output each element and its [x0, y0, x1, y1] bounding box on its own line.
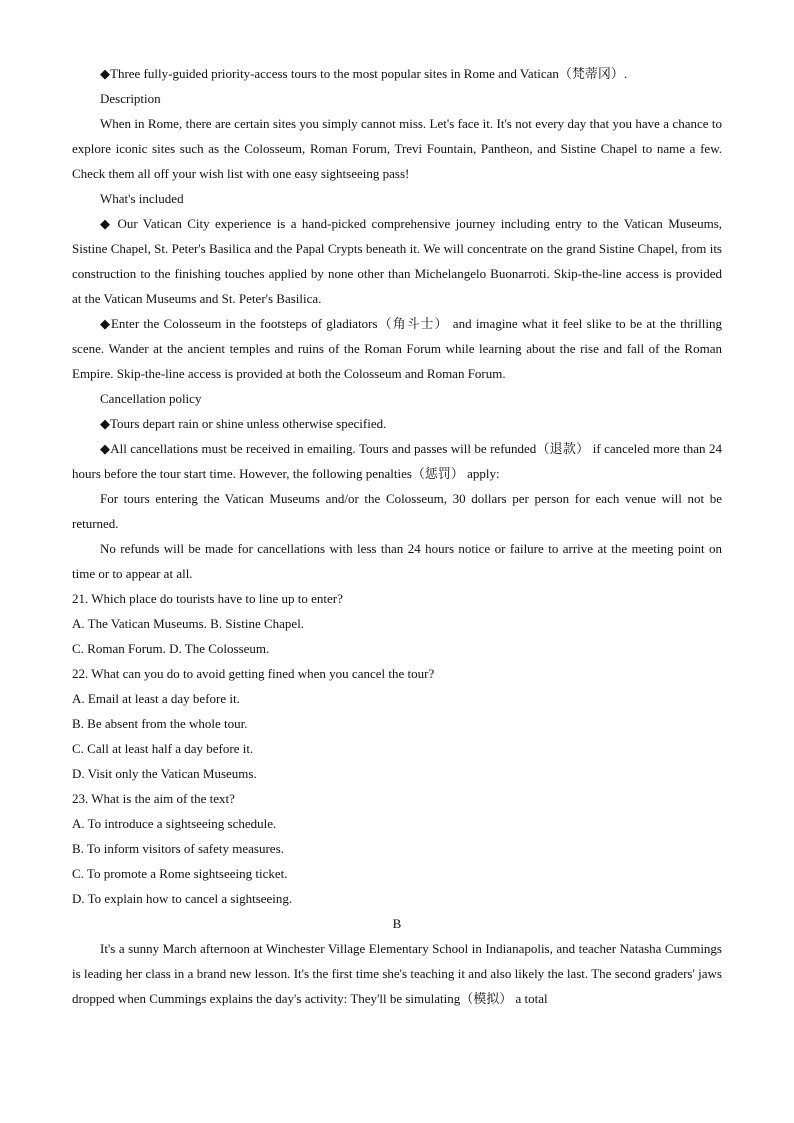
included-item-vatican: ◆ Our Vatican City experience is a hand-picked comprehensive journey including entry to the Vatican Museums, Sistine Chapel, St. Peter's Basilica and the Papal Crypts beneath it. We will concentrate on the grand Sistine Chapel, from its construction to the finishing touches applied by none other than Michelangelo Buonarroti. Skip-the-line access is provided at the Vatican Museums and St. Peter's Basilica. [72, 216, 722, 306]
included-heading: What's included [100, 191, 184, 206]
cancellation-penalty-1: For tours entering the Vatican Museums and/or the Colosseum, 30 dollars per person for each venue will not be returned. [72, 491, 722, 531]
included-item-colosseum: ◆Enter the Colosseum in the footsteps of gladiators（角斗士） and imagine what it feel slike to be at the thrilling scene. Wander at the ancient temples and ruins of the Roman Forum while learning about the rise and fall of the Roman Empire. Skip-the-line access is provided at both the Colosseum and Roman Forum. [72, 316, 722, 381]
question-stem: 23. What is the aim of the text? [72, 791, 235, 806]
cancellation-item-1: ◆Tours depart rain or shine unless otherwise specified. [100, 416, 387, 431]
question-option: C. Roman Forum. D. The Colosseum. [72, 641, 270, 656]
description-paragraph: When in Rome, there are certain sites you simply cannot miss. Let's face it. It's not every day that you have a chance to explore iconic sites such as the Colosseum, Roman Forum, Trevi Fountain, Pantheon, and Sistine Chapel to name a few. Check them all off your wish list with one easy sightseeing pass! [72, 116, 722, 181]
question-option: A. The Vatican Museums. B. Sistine Chapel. [72, 616, 305, 631]
question-option: D. To explain how to cancel a sightseeing. [72, 891, 293, 906]
document-page [72, 61, 722, 1011]
question-option: C. To promote a Rome sightseeing ticket. [72, 866, 288, 881]
passage-b-heading: B [392, 916, 402, 931]
cancellation-heading: Cancellation policy [100, 391, 202, 406]
description-heading: Description [100, 91, 161, 106]
question-23 [72, 786, 722, 911]
question-stem: 21. Which place do tourists have to line up to enter? [72, 591, 343, 606]
question-stem: 22. What can you do to avoid getting fined when you cancel the tour? [72, 666, 435, 681]
passage-b-paragraph: It's a sunny March afternoon at Winchester Village Elementary School in Indianapolis, and teacher Natasha Cummings is leading her class in a brand new lesson. It's the first time she's teaching it and also likely the last. The second graders' jaws dropped when Cummings explains the day's activity: They'll be simulating（模拟） a total [72, 941, 722, 1006]
question-option: D. Visit only the Vatican Museums. [72, 766, 257, 781]
question-option: A. To introduce a sightseeing schedule. [72, 816, 277, 831]
question-option: C. Call at least half a day before it. [72, 741, 254, 756]
question-22 [72, 661, 722, 786]
question-21 [72, 586, 722, 661]
passage-a-intro: ◆Three fully-guided priority-access tours to the most popular sites in Rome and Vatican（梵蒂冈）. [100, 66, 628, 81]
cancellation-penalty-2: No refunds will be made for cancellations with less than 24 hours notice or failure to arrive at the meeting point on time or to appear at all. [72, 541, 722, 581]
question-option: B. To inform visitors of safety measures. [72, 841, 284, 856]
question-option: B. Be absent from the whole tour. [72, 716, 248, 731]
cancellation-item-2: ◆All cancellations must be received in emailing. Tours and passes will be refunded（退款） if canceled more than 24 hours before the tour start time. However, the following penalties（惩罚） apply: [72, 441, 722, 481]
question-option: A. Email at least a day before it. [72, 691, 240, 706]
